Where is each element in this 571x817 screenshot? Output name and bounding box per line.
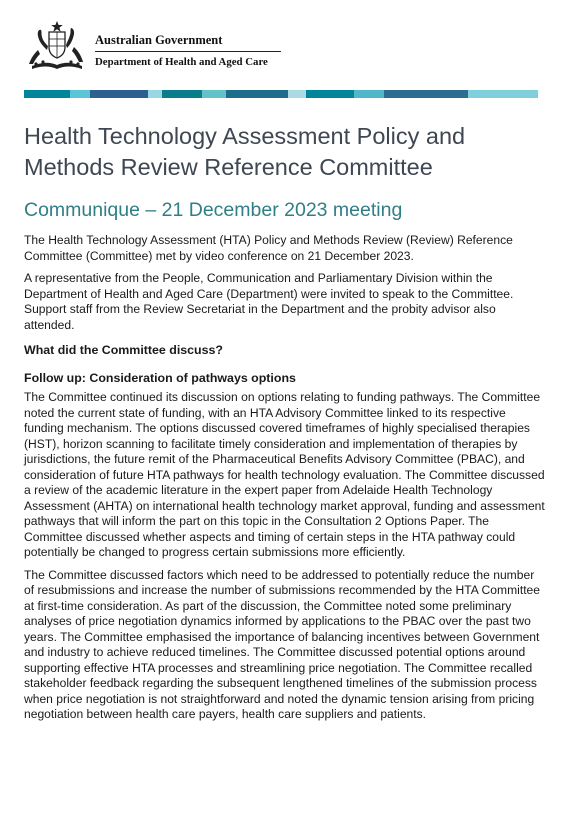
stripe-segment [288, 90, 306, 98]
page-subtitle: Communique – 21 December 2023 meeting [24, 199, 403, 221]
subsection-heading: Follow up: Consideration of pathways options [24, 370, 296, 385]
page-title: Health Technology Assessment Policy and Methods Review Reference Committee [24, 123, 466, 180]
stripe-segment [354, 90, 384, 98]
commonwealth-coat-of-arms-icon [26, 20, 88, 72]
stripe-segment [306, 90, 354, 98]
document-body [24, 233, 547, 730]
government-header [26, 20, 296, 78]
stripe-segment [90, 90, 148, 98]
department-name: Department of Health and Aged Care [95, 56, 268, 68]
stripe-segment [226, 90, 288, 98]
header-divider [95, 51, 281, 52]
intro-paragraph: A representative from the People, Communication and Parliamentary Division within the Department of Health and Aged Care (Department) were invited to speak to the Committee. Support staff from the Review Secretariat in the Department and the probity advisor also attended. [24, 271, 514, 332]
intro-paragraph: The Health Technology Assessment (HTA) Policy and Methods Review (Review) Reference Committee (Committee) met by video conference on 21 December 2023. [24, 233, 513, 263]
body-paragraph: The Committee continued its discussion on options relating to funding pathways. The Committee noted the current state of funding, with an HTA Advisory Committee linked to its respective funding mechanism. The options discussed covered timeframes of highly specialised therapies (HST), horizon scanning to facilitate timely consideration and implementation of therapies by jurisdictions, the future remit of the Pharmaceutical Benefits Advisory Committee (PBAC), and consideration of future HTA pathways for health technology evaluation. The Committee discussed a review of the academic literature in the expert paper from Adelaide Health Technology Assessment (AHTA) on international health technology market approval, funding and assessment pathways that will inform the part on this topic in the Consultation 2 Options Paper. The Committee discussed whether aspects and timing of certain steps in the HTA pathway could potentially be changed to progress certain submissions more efficiently. [24, 390, 545, 559]
government-name: Australian Government [95, 33, 223, 47]
stripe-segment [384, 90, 468, 98]
stripe-segment [468, 90, 538, 98]
stripe-segment [202, 90, 226, 98]
stripe-segment [24, 90, 70, 98]
decorative-stripe [24, 90, 538, 98]
stripe-segment [162, 90, 202, 98]
stripe-segment [70, 90, 90, 98]
section-heading: What did the Committee discuss? [24, 343, 223, 357]
body-paragraph: The Committee discussed factors which need to be addressed to potentially reduce the number of resubmissions and increase the number of submissions recommended by the HTA Committee at first-time consideration. As part of the discussion, the Committee noted some preliminary analyses of price negotiation dynamics informed by applications to the PBAC over the past two years. The Committee emphasised the importance of balancing incentives between Government and industry to achieve reduced timelines. The Committee discussed potential options around supporting effective HTA processes and streamlining price negotiation. The Committee recalled stakeholder feedback regarding the subsequent lengthened timelines of the submission process when price negotiation is not straightforward and noted the dynamic tension arising from pricing negotiation between health care payers, health care suppliers and patients. [24, 567, 541, 721]
stripe-segment [148, 90, 162, 98]
